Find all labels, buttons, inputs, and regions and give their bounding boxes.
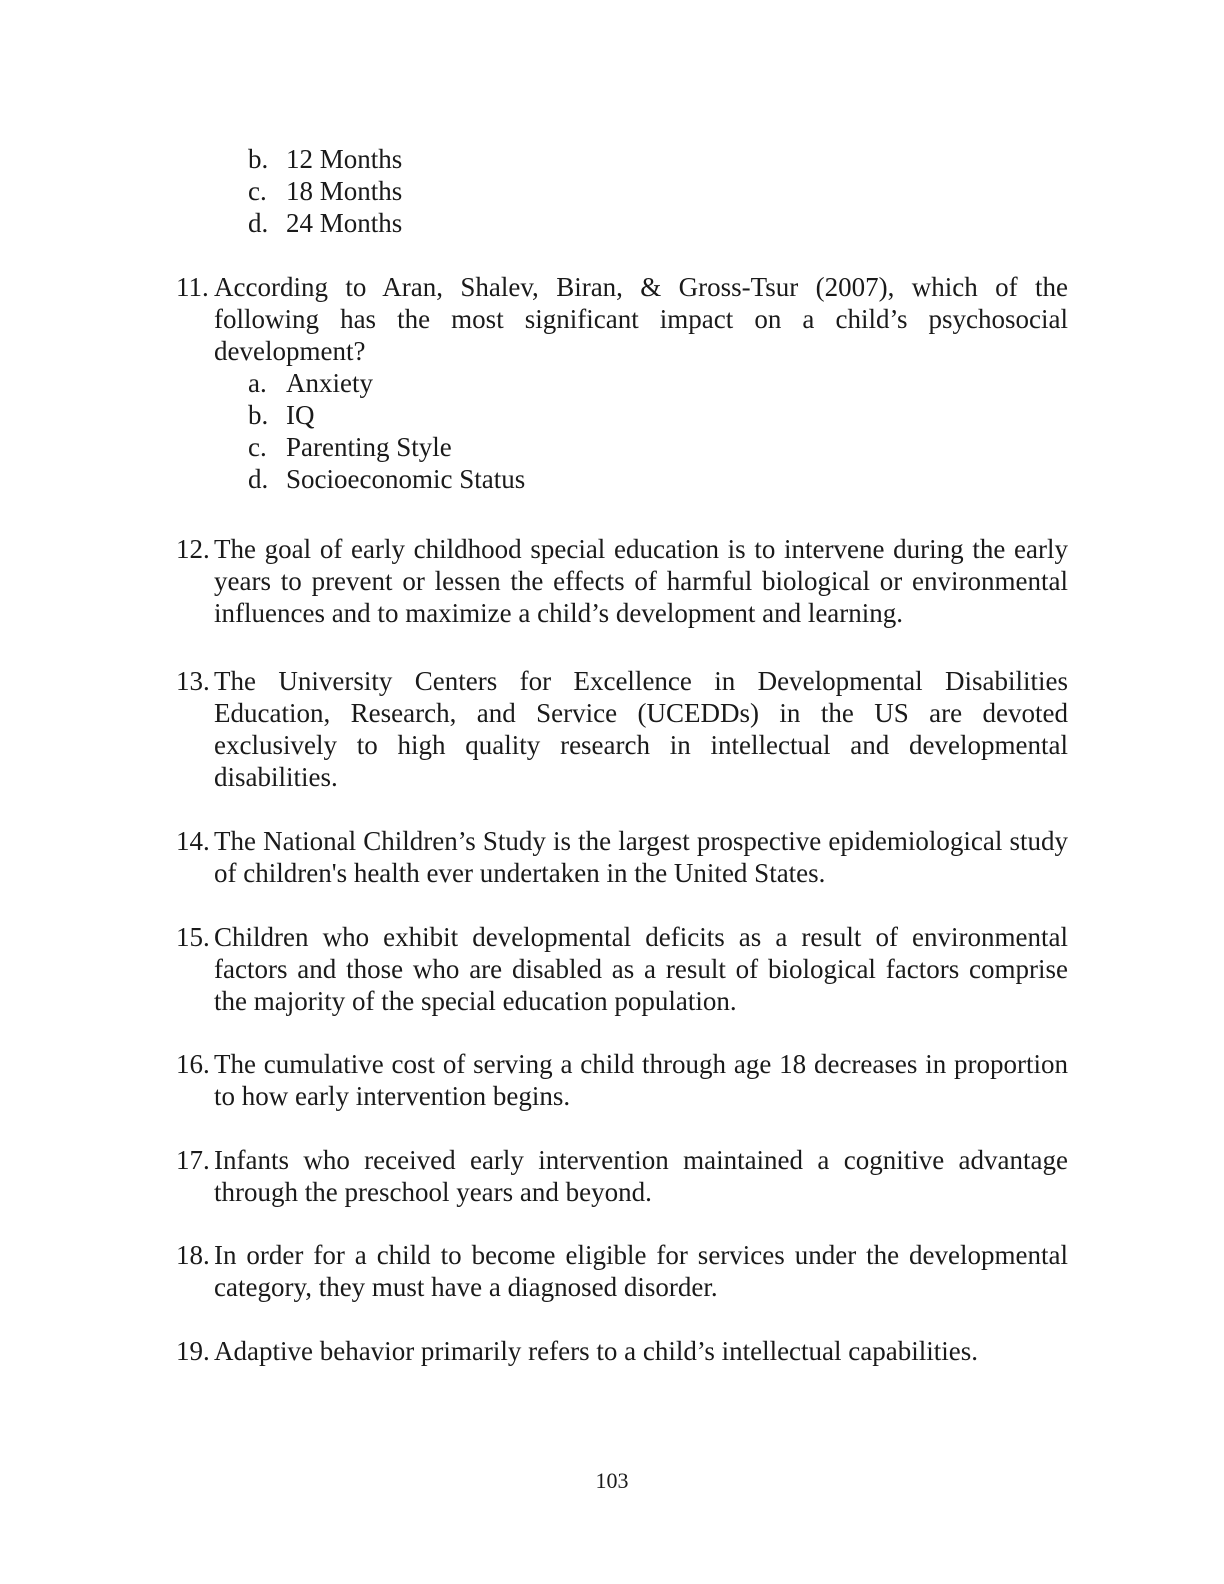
- question-number: 15.: [176, 922, 210, 952]
- question-body: The goal of early childhood special education is to intervene during the early years to prevent or lessen the effects of harmful biological or environmental influences and to maximize a child’s development and learning.: [214, 534, 1068, 628]
- option-text: 12 Months: [286, 144, 403, 174]
- question-body: Infants who received early intervention maintained a cognitive advantage through the preschool years and beyond.: [214, 1145, 1068, 1207]
- question-number: 19.: [176, 1336, 210, 1366]
- option-letter: d.: [248, 464, 269, 494]
- option-a: [248, 367, 1068, 399]
- question-body: In order for a child to become eligible for services under the developmental category, they must have a diagnosed disorder.: [214, 1240, 1068, 1302]
- question-19: [176, 1335, 1068, 1367]
- option-text: 18 Months: [286, 176, 403, 206]
- question-number: 18.: [176, 1240, 210, 1270]
- question-text: [176, 921, 1068, 1017]
- question-number: 14.: [176, 826, 210, 856]
- question-text: [176, 1144, 1068, 1208]
- option-letter: b.: [248, 144, 269, 174]
- option-text: Parenting Style: [286, 432, 452, 462]
- question-11: [176, 271, 1068, 495]
- question-body: The University Centers for Excellence in Developmental Disabilities Education, Research, and Service (UCEDDs) in the US are devoted exclusively to high quality research in intellectual and developmental disabilities.: [214, 666, 1068, 792]
- question-12: [176, 533, 1068, 629]
- question-number: 17.: [176, 1145, 210, 1175]
- option-letter: b.: [248, 400, 269, 430]
- question-body: Children who exhibit developmental deficits as a result of environmental factors and those who are disabled as a result of biological factors comprise the majority of the special education population.: [214, 922, 1068, 1016]
- question-text: [176, 1335, 1068, 1367]
- option-letter: c.: [248, 432, 267, 462]
- continued-options: [248, 143, 402, 239]
- question-text: [176, 1048, 1068, 1112]
- option-text: Anxiety: [286, 368, 373, 398]
- question-body: Adaptive behavior primarily refers to a child’s intellectual capabilities.: [214, 1336, 978, 1366]
- option-letter: a.: [248, 368, 267, 398]
- question-text: [176, 1239, 1068, 1303]
- question-number: 16.: [176, 1049, 210, 1079]
- question-15: [176, 921, 1068, 1017]
- option-letter: c.: [248, 176, 267, 206]
- answer-options: [176, 367, 1068, 495]
- option-d: [248, 463, 1068, 495]
- question-17: [176, 1144, 1068, 1208]
- question-text: [176, 825, 1068, 889]
- option-d: [248, 207, 402, 239]
- option-c: [248, 175, 402, 207]
- question-number: 13.: [176, 666, 210, 696]
- question-text: [176, 665, 1068, 793]
- option-text: IQ: [286, 400, 315, 430]
- question-number: 11.: [176, 272, 209, 302]
- question-18: [176, 1239, 1068, 1303]
- option-text: 24 Months: [286, 208, 403, 238]
- option-letter: d.: [248, 208, 269, 238]
- question-13: [176, 665, 1068, 793]
- question-body: The cumulative cost of serving a child through age 18 decreases in proportion to how early intervention begins.: [214, 1049, 1068, 1111]
- question-body: The National Children’s Study is the largest prospective epidemiological study of children's health ever undertaken in the United States.: [214, 826, 1068, 888]
- question-16: [176, 1048, 1068, 1112]
- option-b: [248, 399, 1068, 431]
- question-text: [176, 271, 1068, 367]
- question-body: According to Aran, Shalev, Biran, & Gross-Tsur (2007), which of the following has the most significant impact on a child’s psychosocial development?: [214, 272, 1068, 366]
- question-14: [176, 825, 1068, 889]
- question-number: 12.: [176, 534, 210, 564]
- option-b: [248, 143, 402, 175]
- option-c: [248, 431, 1068, 463]
- page-number: 103: [595, 1468, 629, 1493]
- option-text: Socioeconomic Status: [286, 464, 526, 494]
- question-text: [176, 533, 1068, 629]
